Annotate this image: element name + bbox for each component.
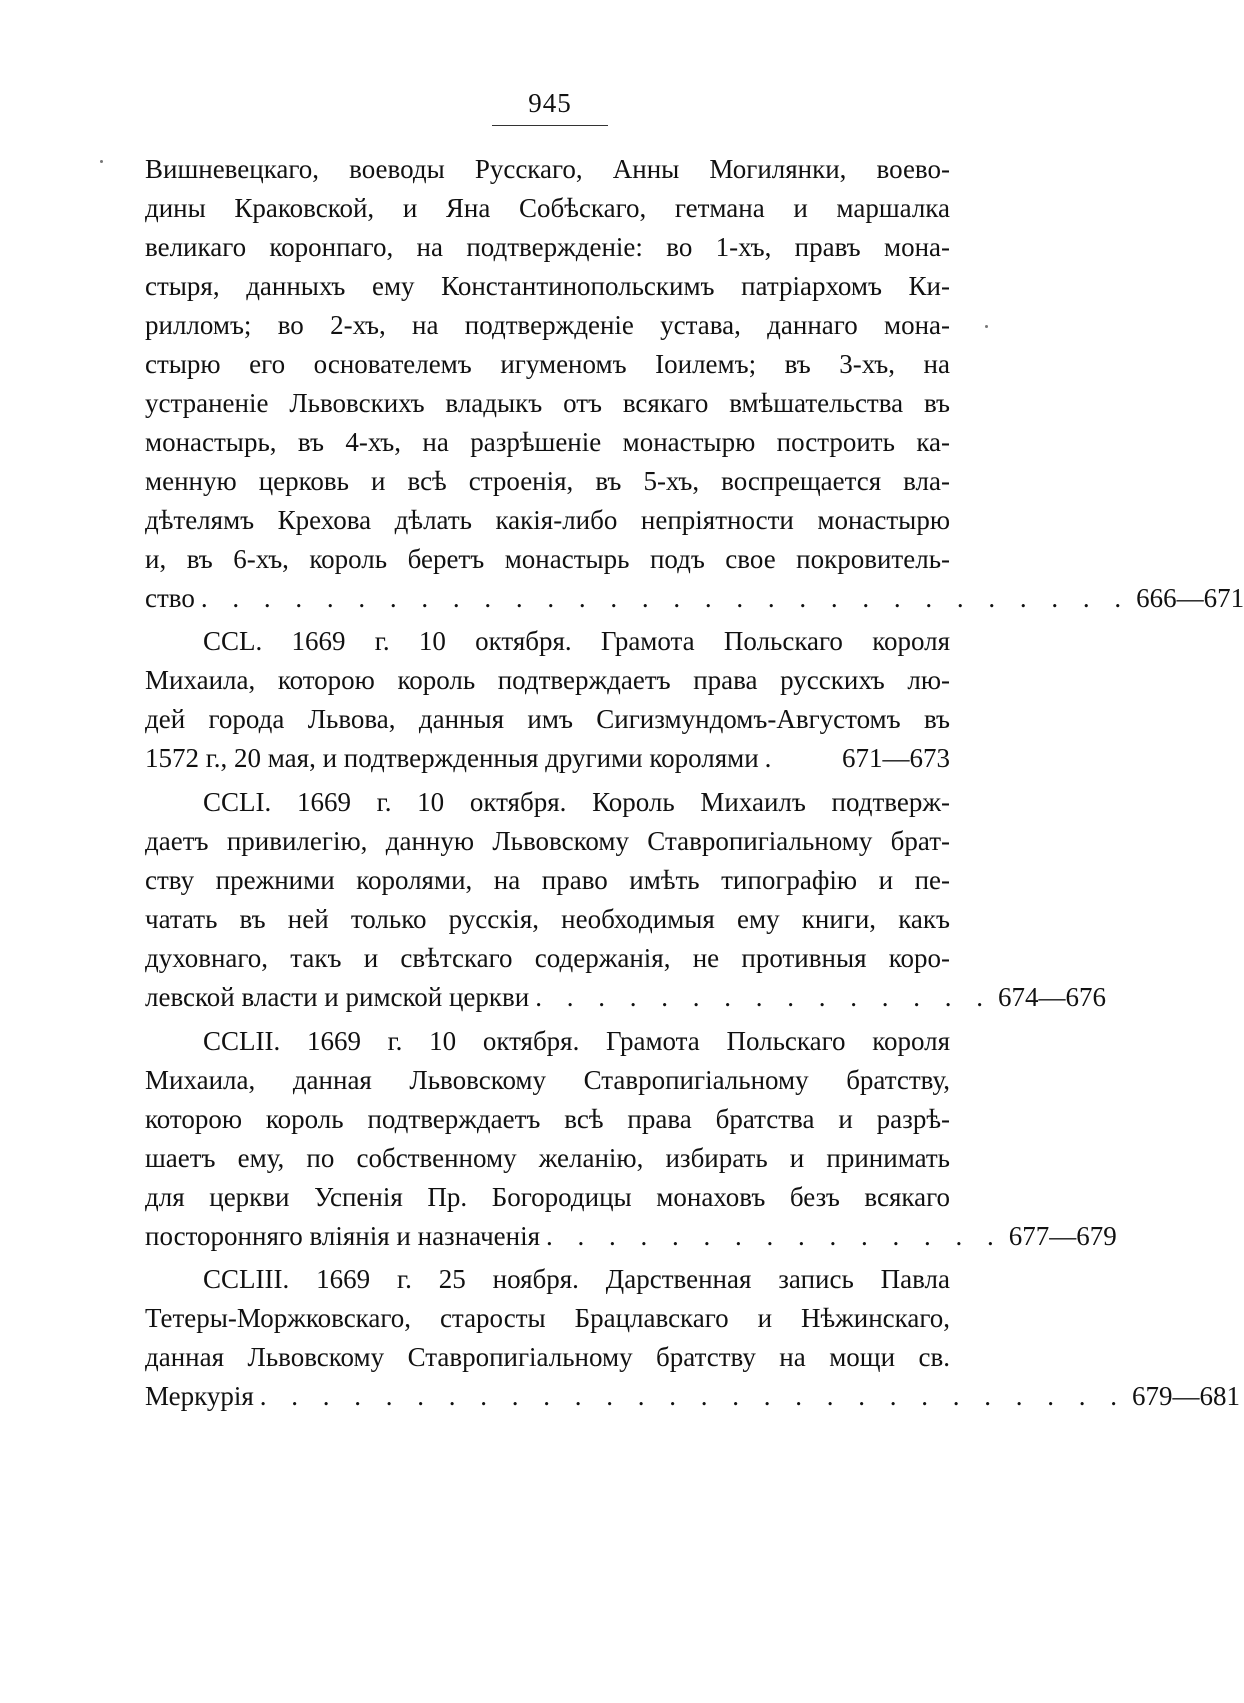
page-number: 945	[528, 88, 572, 118]
entry-last-text: левской власти и римской церкви	[145, 982, 530, 1012]
page-range: 671—673	[842, 743, 950, 773]
entry-line: Вишневецкаго, воеводы Русскаго, Анны Могилянки, воево-	[145, 154, 950, 184]
dot-leader: . . . . . . . . . . . . . . .	[535, 982, 992, 1012]
scan-speck	[100, 160, 103, 163]
entry-last-text: ство	[145, 583, 195, 613]
entry-line: ству прежними королями, на право имѣть типографію и пе-	[145, 865, 950, 895]
entry-line: и, въ 6-хъ, король беретъ монастырь подъ свое покровитель-	[145, 544, 950, 574]
entry-last-line	[145, 579, 1244, 618]
dot-leader: . . . . . . . . . . . . . . . . . . . . . . . . . . . . . .	[200, 583, 1131, 613]
entry-heading-line: CCL. 1669 г. 10 октября. Грамота Польскаго короля	[203, 626, 950, 656]
entry-line: Михаила, данная Львовскому Ставропигіальному братству,	[145, 1065, 950, 1095]
entry-line: менную церковь и всѣ строенія, въ 5-хъ, воспрещается вла-	[145, 466, 950, 496]
entry-line: великаго коронпаго, на подтвержденіе: во 1-хъ, правъ мона-	[145, 232, 950, 262]
entry-line: дѣтелямъ Крехова дѣлать какія-либо непріятности монастырю	[145, 505, 950, 535]
entry-last-text: Меркурія	[145, 1381, 254, 1411]
toc-entry-ccli	[145, 783, 1106, 1017]
entry-last-text: посторонняго вліянія и назначенія	[145, 1221, 541, 1251]
dot-leader: . . . . . . . . . . . . . . . . . . . . . . . . . . . .	[259, 1381, 1127, 1411]
page-range: 666—671	[1136, 583, 1244, 613]
toc-entry-ccl	[145, 622, 950, 778]
page-range: 679—681	[1132, 1381, 1241, 1411]
dot-leader: . . . . . . . . . . . . . . .	[546, 1221, 1003, 1251]
page-number-rule	[492, 125, 608, 126]
entry-line: монастырь, въ 4-хъ, на разрѣшеніе монастырю построить ка-	[145, 427, 950, 457]
entry-line: стыря, данныхъ ему Константинопольскимъ патріархомъ Ки-	[145, 271, 950, 301]
toc-entry-cclii	[145, 1022, 1117, 1256]
dot-leader: .	[764, 743, 781, 773]
page-range: 677—679	[1008, 1221, 1117, 1251]
entry-heading-line: CCLII. 1669 г. 10 октября. Грамота Польскаго короля	[203, 1026, 950, 1056]
entry-line: рилломъ; во 2-хъ, на подтвержденіе устава, даннаго мона-	[145, 310, 950, 340]
entry-line: Михаила, которою король подтверждаетъ права русскихъ лю-	[145, 665, 950, 695]
entry-line: стырю его основателемъ игуменомъ Іоилемъ; въ 3-хъ, на	[145, 349, 950, 379]
entry-heading-line: CCLI. 1669 г. 10 октября. Король Михаилъ подтверж-	[203, 787, 950, 817]
entry-line: чатать въ ней только русскія, необходимыя ему книги, какъ	[145, 904, 950, 934]
toc-entry-continuation	[145, 150, 1244, 618]
entry-last-line	[145, 739, 950, 778]
entry-line: шаетъ ему, по собственному желанію, избирать и принимать	[145, 1143, 950, 1173]
entry-line: для церкви Успенія Пр. Богородицы монаховъ безъ всякаго	[145, 1182, 950, 1212]
toc-entry-ccliii	[145, 1260, 1241, 1416]
entry-last-text: 1572 г., 20 мая, и подтвержденныя другими королями	[145, 743, 759, 773]
entry-line: дины Краковской, и Яна Собѣскаго, гетмана и маршалка	[145, 193, 950, 223]
page-range: 674—676	[997, 982, 1106, 1012]
entry-line: данная Львовскому Ставропигіальному братству на мощи св.	[145, 1342, 950, 1372]
entry-last-line	[145, 1377, 1241, 1416]
entry-line: которою король подтверждаетъ всѣ права братства и разрѣ-	[145, 1104, 950, 1134]
entry-last-line	[145, 978, 1106, 1017]
entry-line: даетъ привилегію, данную Львовскому Ставропигіальному брат-	[145, 826, 950, 856]
scan-speck	[985, 325, 988, 328]
entry-line: дей города Львова, данныя имъ Сигизмундомъ-Августомъ въ	[145, 704, 950, 734]
entry-heading-line: CCLIII. 1669 г. 25 ноября. Дарственная запись Павла	[203, 1264, 950, 1294]
entry-line: Тетеры-Моржковскаго, старосты Брацлавскаго и Нѣжинскаго,	[145, 1303, 950, 1333]
entry-last-line	[145, 1217, 1117, 1256]
entry-line: духовнаго, такъ и свѣтскаго содержанія, не противныя коро-	[145, 943, 950, 973]
entry-line: устраненіе Львовскихъ владыкъ отъ всякаго вмѣшательства въ	[145, 388, 950, 418]
